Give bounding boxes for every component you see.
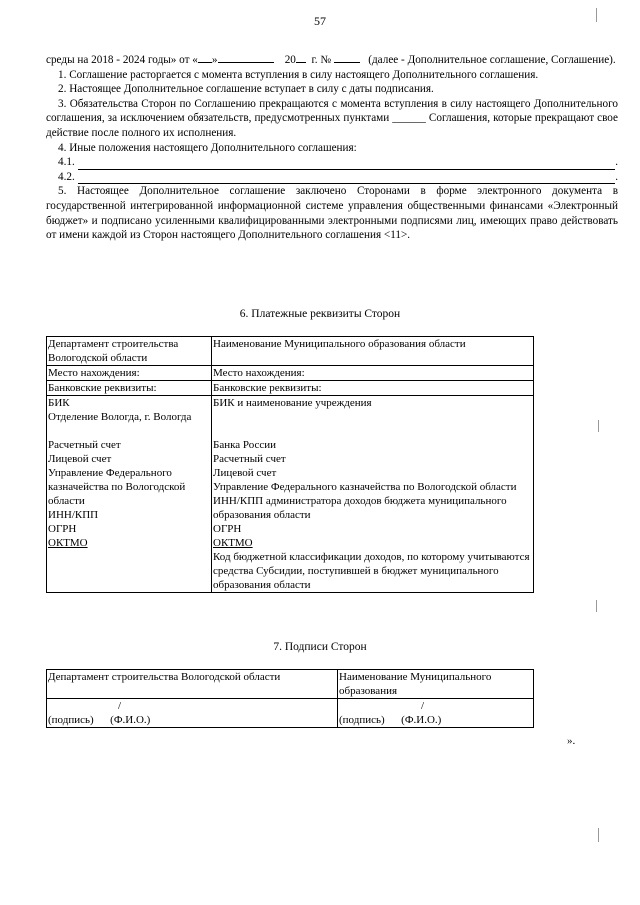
month-blank (218, 52, 274, 63)
left-bank-details: БИК Отделение Вологда, г. Вологда Расчетный счет Лицевой счет Управление Федерального казначейства по Вологодской области ИНН/КПП ОГРН ОКТМО (47, 396, 212, 593)
day-blank (198, 52, 212, 63)
left-sign-label: (подпись) (48, 714, 94, 726)
section-6-title: 6. Платежные реквизиты Сторон (239, 308, 401, 320)
intro-text-tail: (далее - Дополнительное соглашение, Соглашение). (368, 54, 616, 66)
intro-text: среды на 2018 - 2024 годы» от « (46, 54, 198, 66)
left-bank-label: Банковские реквизиты: (47, 381, 212, 396)
scan-mark-mid2 (596, 600, 597, 612)
left-location: Место нахождения: (47, 366, 212, 381)
sign-left-org: Департамент строительства Вологодской области (47, 670, 338, 699)
quote-close: » (211, 54, 218, 66)
year-prefix: 20 (284, 54, 296, 66)
right-location: Место нахождения: (212, 366, 534, 381)
right-name-label: (Ф.И.О.) (401, 714, 442, 726)
clause-4: 4. Иные положения настоящего Дополнительного соглашения: (58, 141, 357, 154)
clause-2: 2. Настоящее Дополнительное соглашение вступает в силу с даты подписания. (58, 83, 434, 96)
scan-mark-mid (598, 420, 599, 432)
section-7-title: 7. Подписи Сторон (273, 641, 367, 653)
intro-paragraph (46, 52, 618, 68)
scan-mark-top (596, 8, 597, 22)
number-label: г. № (311, 54, 332, 66)
left-org-cell: Департамент строительства Вологодской области (47, 337, 212, 366)
clause-1: 1. Соглашение расторгается с момента вступления в силу настоящего Дополнительного соглашения. (58, 68, 539, 81)
scan-mark-bottom (598, 828, 599, 842)
right-bank-details: БИК и наименование учреждения Банка России Расчетный счет Лицевой счет Управление Федерального казначейства по Вологодской области ИНН/КПП администратора доходов бюджета муниципального образования области ОГРН ОКТМО Код бюджетной классификации доходов, по которому учитываются средства Субсидии, поступившей в бюджет муниципального образования области (212, 396, 534, 593)
agreement-text (46, 52, 618, 243)
right-org-cell: Наименование Муниципального образования области (212, 337, 534, 366)
number-blank (334, 52, 360, 63)
page-number: 57 (314, 14, 326, 28)
sign-right-line: / (подпись) (Ф.И.О.) (338, 699, 534, 728)
closing-mark: ». (567, 735, 576, 747)
clause-3: 3. Обязательства Сторон по Соглашению прекращаются с момента вступления в силу настоящего Дополнительного соглашения, за исключением обязательств, предусмотренных пунктами ______ Соглашения, которые прекращают свое действие после полного их исполнения. (46, 97, 618, 139)
left-name-label: (Ф.И.О.) (110, 714, 151, 726)
year-blank (296, 52, 306, 63)
clause-5: 5. Настоящее Дополнительное соглашение заключено Сторонами в форме электронного документа в государственной интегрированной информационной системе управления общественными финансами «Электронный бюджет» и подписано усиленными квалифицированными электронными подписями лиц, имеющих право действовать от имени каждой из Сторон настоящего Дополнительного соглашения <11>. (46, 185, 618, 242)
right-sign-label: (подпись) (339, 714, 385, 726)
sign-left-line: / (подпись) (Ф.И.О.) (47, 699, 338, 728)
sign-right-org: Наименование Муниципального образования (338, 670, 534, 699)
requisites-table (46, 336, 534, 593)
right-bank-label: Банковские реквизиты: (212, 381, 534, 396)
signatures-table (46, 669, 534, 728)
sub-item-4-1: 4.1. . (58, 156, 618, 169)
sub-item-4-2: 4.2. . (58, 170, 618, 183)
